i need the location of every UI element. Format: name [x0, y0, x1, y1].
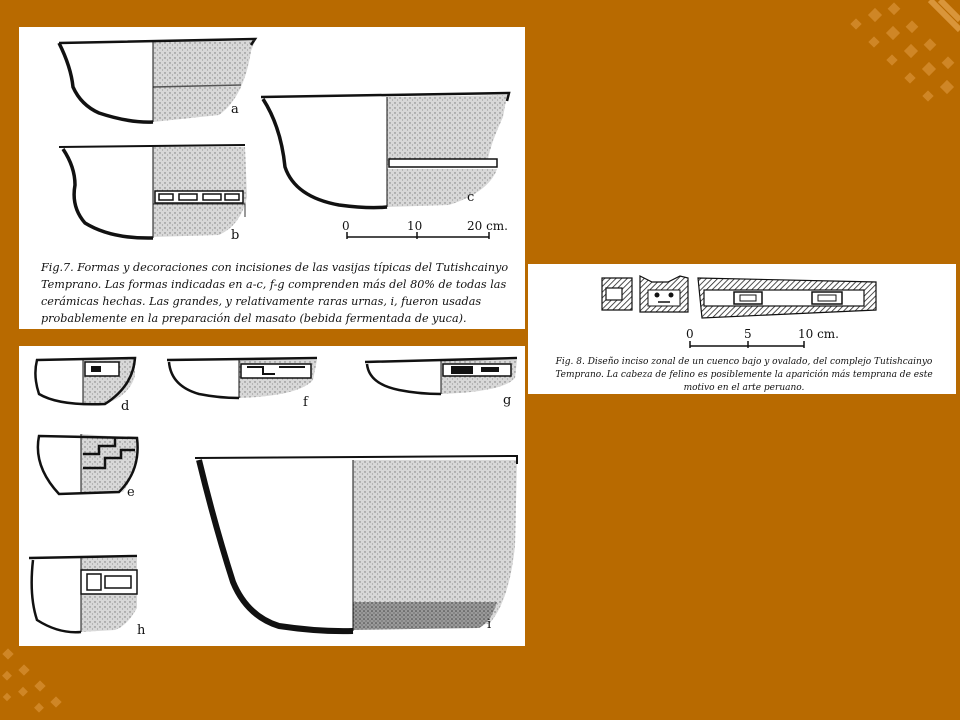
- figure-8-drawing: [528, 264, 956, 354]
- figure-7-panel: [19, 27, 525, 329]
- scale8-mid: 5: [744, 327, 752, 341]
- scale-bar-fig8: [690, 341, 804, 348]
- corner-pattern-bottom: [0, 640, 90, 720]
- vessels-d-i-panel: [19, 346, 525, 646]
- vessels-d-i-drawings: [19, 346, 525, 646]
- label-g: g: [503, 393, 512, 408]
- vessel-g: [365, 358, 517, 394]
- corner-pattern-top: [830, 0, 960, 110]
- incised-band: [698, 278, 876, 318]
- figure-7-drawings: [19, 27, 525, 257]
- label-a: a: [231, 102, 239, 117]
- vessel-i: [195, 456, 517, 631]
- scale-bar-fig7: [347, 232, 489, 239]
- vessel-b: [59, 145, 247, 238]
- vessel-f: [167, 358, 317, 398]
- label-c: c: [467, 190, 475, 205]
- scale8-zero: 0: [686, 327, 694, 341]
- label-d: d: [121, 399, 130, 414]
- feline-head-motif: [640, 276, 688, 312]
- figure-7-caption: Fig.7. Formas y decoraciones con incisiones de las vasijas típicas del Tutishcainyo Temprano. Las formas indicadas en a-c, f-g comprenden más del 80% de todas las cerámicas hechas. Las grandes, y relativamente raras urnas, i, fueron usadas probablemente en la preparación del masato (bebida fermentada de yuca).: [41, 261, 509, 325]
- scale8-end: 10 cm.: [798, 327, 839, 341]
- figure-8-caption: Fig. 8. Diseño inciso zonal de un cuenco bajo y ovalado, del complejo Tutishcainyo Temprano. La cabeza de felino es posiblemente la aparición más temprana de este motivo en el arte peruano.: [555, 357, 933, 393]
- vessel-h: [29, 556, 137, 632]
- label-i: i: [487, 617, 492, 632]
- vessel-d: [35, 358, 135, 404]
- label-h: h: [137, 623, 146, 638]
- scale-zero: 0: [342, 219, 350, 233]
- figure-8-panel: [528, 264, 956, 394]
- vessel-e: [38, 434, 138, 494]
- label-b: b: [231, 228, 240, 243]
- incised-fragment-left: [602, 278, 632, 310]
- vessel-a: [59, 39, 255, 122]
- label-f: f: [303, 395, 308, 410]
- scale-end: 20 cm.: [467, 219, 508, 233]
- scale-mid: 10: [407, 219, 423, 233]
- label-e: e: [127, 485, 135, 500]
